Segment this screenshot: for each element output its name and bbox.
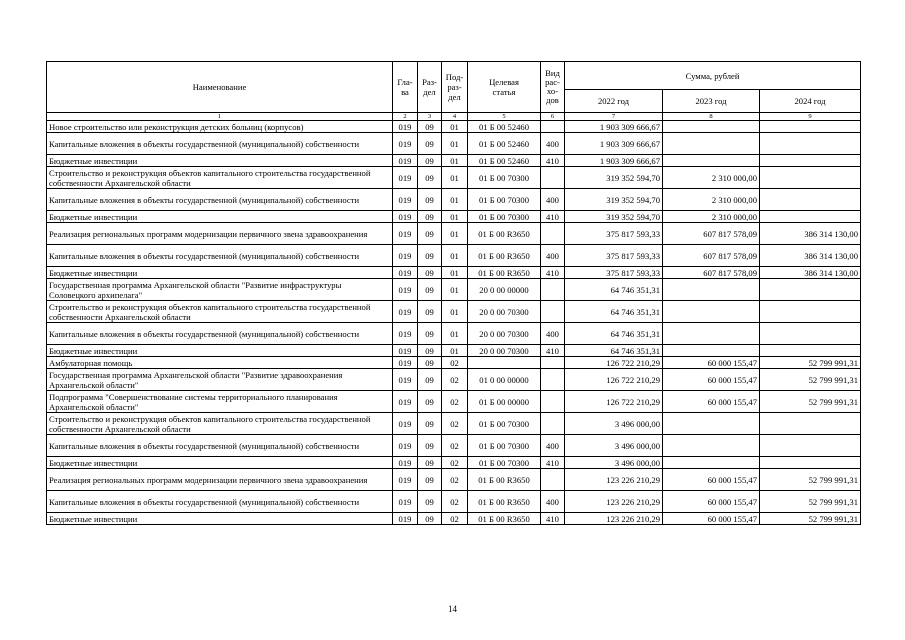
row-expense-type-cell	[541, 369, 565, 391]
header-chapter: Гла- ва	[393, 62, 418, 113]
row-subsection-cell: 02	[442, 469, 468, 491]
row-amount-2022-cell: 1 903 309 666,67	[565, 133, 663, 155]
header-expense-type: Вид рас- хо- дов	[541, 62, 565, 113]
row-chapter-cell: 019	[393, 155, 418, 167]
row-chapter-cell: 019	[393, 301, 418, 323]
table-row	[47, 345, 861, 357]
row-amount-2023-cell: 2 310 000,00	[663, 189, 760, 211]
row-chapter-cell: 019	[393, 167, 418, 189]
row-section-cell: 09	[418, 245, 442, 267]
row-amount-2024-cell: 386 314 130,00	[760, 267, 861, 279]
row-amount-2024-cell	[760, 323, 861, 345]
row-name-cell: Капитальные вложения в объекты государственной (муниципальной) собственности	[47, 435, 393, 457]
col-number: 3	[418, 113, 442, 121]
row-amount-2024-cell	[760, 167, 861, 189]
table-row	[47, 301, 861, 323]
table-row	[47, 469, 861, 491]
table-row	[47, 391, 861, 413]
row-chapter-cell: 019	[393, 323, 418, 345]
row-name-cell: Капитальные вложения в объекты государственной (муниципальной) собственности	[47, 189, 393, 211]
table-row	[47, 369, 861, 391]
row-subsection-cell: 01	[442, 155, 468, 167]
row-amount-2024-cell	[760, 345, 861, 357]
row-expense-type-cell	[541, 279, 565, 301]
row-amount-2023-cell: 60 000 155,47	[663, 513, 760, 525]
row-section-cell: 09	[418, 513, 442, 525]
row-name-cell: Государственная программа Архангельской области "Развитие инфраструктуры Соловецкого архипелага"	[47, 279, 393, 301]
header-year-2024: 2024 год	[760, 90, 861, 113]
row-chapter-cell: 019	[393, 245, 418, 267]
row-chapter-cell: 019	[393, 279, 418, 301]
table-row	[47, 223, 861, 245]
row-amount-2022-cell: 1 903 309 666,67	[565, 155, 663, 167]
row-amount-2022-cell: 64 746 351,31	[565, 279, 663, 301]
row-expense-type-cell: 400	[541, 133, 565, 155]
row-section-cell: 09	[418, 345, 442, 357]
row-expense-type-cell	[541, 167, 565, 189]
table-row	[47, 245, 861, 267]
row-name-cell: Бюджетные инвестиции	[47, 345, 393, 357]
row-section-cell: 09	[418, 469, 442, 491]
row-expense-type-cell: 410	[541, 211, 565, 223]
row-amount-2023-cell: 60 000 155,47	[663, 491, 760, 513]
row-section-cell: 09	[418, 223, 442, 245]
row-amount-2023-cell: 607 817 578,09	[663, 223, 760, 245]
row-name-cell: Амбулаторная помощь	[47, 357, 393, 369]
row-section-cell: 09	[418, 457, 442, 469]
row-target-cell: 01 Б 00 70300	[468, 435, 541, 457]
row-expense-type-cell	[541, 469, 565, 491]
row-target-cell: 01 Б 00 70300	[468, 211, 541, 223]
row-expense-type-cell: 410	[541, 345, 565, 357]
table-row	[47, 121, 861, 133]
table-row	[47, 279, 861, 301]
row-expense-type-cell: 400	[541, 435, 565, 457]
row-expense-type-cell: 400	[541, 323, 565, 345]
row-subsection-cell: 01	[442, 345, 468, 357]
row-target-cell: 01 Б 00 R3650	[468, 469, 541, 491]
row-amount-2024-cell: 52 799 991,31	[760, 369, 861, 391]
row-amount-2022-cell: 375 817 593,33	[565, 245, 663, 267]
row-target-cell: 01 Б 00 70300	[468, 413, 541, 435]
row-amount-2024-cell	[760, 189, 861, 211]
row-amount-2024-cell: 52 799 991,31	[760, 491, 861, 513]
col-number: 9	[760, 113, 861, 121]
row-amount-2024-cell: 386 314 130,00	[760, 245, 861, 267]
row-subsection-cell: 01	[442, 211, 468, 223]
col-number: 4	[442, 113, 468, 121]
row-expense-type-cell	[541, 357, 565, 369]
row-amount-2022-cell: 64 746 351,31	[565, 345, 663, 357]
row-section-cell: 09	[418, 301, 442, 323]
col-number: 1	[47, 113, 393, 121]
row-amount-2022-cell: 319 352 594,70	[565, 211, 663, 223]
row-amount-2022-cell: 64 746 351,31	[565, 323, 663, 345]
row-chapter-cell: 019	[393, 469, 418, 491]
row-subsection-cell: 02	[442, 413, 468, 435]
row-expense-type-cell: 400	[541, 491, 565, 513]
row-name-cell: Капитальные вложения в объекты государственной (муниципальной) собственности	[47, 323, 393, 345]
row-amount-2023-cell: 60 000 155,47	[663, 391, 760, 413]
row-section-cell: 09	[418, 369, 442, 391]
header-amount: Сумма, рублей	[565, 62, 861, 90]
row-subsection-cell: 01	[442, 323, 468, 345]
row-expense-type-cell	[541, 121, 565, 133]
row-subsection-cell: 02	[442, 491, 468, 513]
table-row	[47, 457, 861, 469]
row-amount-2023-cell: 60 000 155,47	[663, 469, 760, 491]
row-section-cell: 09	[418, 323, 442, 345]
col-number: 7	[565, 113, 663, 121]
row-amount-2023-cell	[663, 279, 760, 301]
row-amount-2024-cell	[760, 435, 861, 457]
row-amount-2023-cell	[663, 301, 760, 323]
row-amount-2022-cell: 126 722 210,29	[565, 391, 663, 413]
row-subsection-cell: 01	[442, 167, 468, 189]
col-number: 5	[468, 113, 541, 121]
row-section-cell: 09	[418, 121, 442, 133]
row-section-cell: 09	[418, 391, 442, 413]
row-amount-2023-cell	[663, 435, 760, 457]
row-target-cell	[468, 357, 541, 369]
row-target-cell: 20 0 00 00000	[468, 279, 541, 301]
row-target-cell: 01 Б 00 R3650	[468, 245, 541, 267]
row-chapter-cell: 019	[393, 121, 418, 133]
row-target-cell: 01 Б 00 52460	[468, 121, 541, 133]
row-subsection-cell: 01	[442, 301, 468, 323]
row-chapter-cell: 019	[393, 357, 418, 369]
row-subsection-cell: 02	[442, 435, 468, 457]
row-amount-2023-cell: 2 310 000,00	[663, 167, 760, 189]
row-subsection-cell: 02	[442, 357, 468, 369]
row-name-cell: Государственная программа Архангельской области "Развитие здравоохранения Архангельской области"	[47, 369, 393, 391]
row-target-cell: 01 Б 00 R3650	[468, 491, 541, 513]
row-expense-type-cell: 400	[541, 189, 565, 211]
row-section-cell: 09	[418, 435, 442, 457]
row-amount-2024-cell: 52 799 991,31	[760, 357, 861, 369]
row-subsection-cell: 01	[442, 267, 468, 279]
row-amount-2022-cell: 375 817 593,33	[565, 223, 663, 245]
row-chapter-cell: 019	[393, 345, 418, 357]
row-subsection-cell: 01	[442, 279, 468, 301]
row-name-cell: Строительство и реконструкция объектов капитального строительства государственной собственности Архангельской области	[47, 301, 393, 323]
table-row	[47, 267, 861, 279]
row-amount-2022-cell: 319 352 594,70	[565, 167, 663, 189]
row-amount-2024-cell: 386 314 130,00	[760, 223, 861, 245]
row-expense-type-cell	[541, 223, 565, 245]
row-section-cell: 09	[418, 279, 442, 301]
row-amount-2022-cell: 123 226 210,29	[565, 491, 663, 513]
row-chapter-cell: 019	[393, 133, 418, 155]
row-amount-2023-cell	[663, 345, 760, 357]
row-name-cell: Реализация региональных программ модернизации первичного звена здравоохранения	[47, 223, 393, 245]
row-amount-2023-cell	[663, 155, 760, 167]
row-amount-2022-cell: 319 352 594,70	[565, 189, 663, 211]
row-amount-2023-cell	[663, 413, 760, 435]
row-section-cell: 09	[418, 211, 442, 223]
row-name-cell: Подпрограмма "Совершенствование системы территориального планирования Архангельской области"	[47, 391, 393, 413]
row-chapter-cell: 019	[393, 391, 418, 413]
header-year-2023: 2023 год	[663, 90, 760, 113]
row-section-cell: 09	[418, 357, 442, 369]
row-amount-2024-cell: 52 799 991,31	[760, 513, 861, 525]
row-amount-2024-cell: 52 799 991,31	[760, 391, 861, 413]
table-body	[47, 121, 861, 525]
header-subsection: Под- раз- дел	[442, 62, 468, 113]
row-chapter-cell: 019	[393, 267, 418, 279]
row-name-cell: Бюджетные инвестиции	[47, 513, 393, 525]
row-expense-type-cell	[541, 391, 565, 413]
row-amount-2022-cell: 123 226 210,29	[565, 469, 663, 491]
row-expense-type-cell: 410	[541, 267, 565, 279]
col-number: 8	[663, 113, 760, 121]
row-target-cell: 01 Б 00 52460	[468, 155, 541, 167]
row-subsection-cell: 01	[442, 121, 468, 133]
row-section-cell: 09	[418, 267, 442, 279]
row-amount-2022-cell: 126 722 210,29	[565, 369, 663, 391]
row-section-cell: 09	[418, 189, 442, 211]
table-row	[47, 155, 861, 167]
row-chapter-cell: 019	[393, 223, 418, 245]
row-amount-2024-cell	[760, 133, 861, 155]
row-amount-2024-cell	[760, 301, 861, 323]
row-chapter-cell: 019	[393, 457, 418, 469]
row-name-cell: Бюджетные инвестиции	[47, 155, 393, 167]
row-chapter-cell: 019	[393, 513, 418, 525]
row-target-cell: 01 Б 00 70300	[468, 167, 541, 189]
header-section: Раз- дел	[418, 62, 442, 113]
row-name-cell: Капитальные вложения в объекты государственной (муниципальной) собственности	[47, 133, 393, 155]
row-chapter-cell: 019	[393, 211, 418, 223]
row-amount-2024-cell: 52 799 991,31	[760, 469, 861, 491]
row-name-cell: Бюджетные инвестиции	[47, 267, 393, 279]
row-chapter-cell: 019	[393, 413, 418, 435]
row-target-cell: 01 Б 00 70300	[468, 457, 541, 469]
row-amount-2023-cell: 2 310 000,00	[663, 211, 760, 223]
column-number-row	[47, 113, 861, 121]
row-target-cell: 01 Б 00 R3650	[468, 267, 541, 279]
row-amount-2022-cell: 126 722 210,29	[565, 357, 663, 369]
row-amount-2024-cell	[760, 121, 861, 133]
row-amount-2023-cell	[663, 133, 760, 155]
row-expense-type-cell: 410	[541, 457, 565, 469]
row-amount-2023-cell	[663, 323, 760, 345]
row-amount-2022-cell: 3 496 000,00	[565, 435, 663, 457]
row-name-cell: Новое строительство или реконструкция детских больниц (корпусов)	[47, 121, 393, 133]
row-amount-2023-cell: 60 000 155,47	[663, 369, 760, 391]
table-row	[47, 513, 861, 525]
row-expense-type-cell: 410	[541, 155, 565, 167]
row-target-cell: 01 Б 00 00000	[468, 391, 541, 413]
row-expense-type-cell	[541, 413, 565, 435]
row-target-cell: 01 0 00 00000	[468, 369, 541, 391]
row-section-cell: 09	[418, 133, 442, 155]
row-amount-2024-cell	[760, 279, 861, 301]
row-target-cell: 01 Б 00 R3650	[468, 223, 541, 245]
row-amount-2022-cell: 1 903 309 666,67	[565, 121, 663, 133]
row-amount-2024-cell	[760, 413, 861, 435]
table-row	[47, 435, 861, 457]
row-amount-2022-cell: 123 226 210,29	[565, 513, 663, 525]
row-subsection-cell: 02	[442, 457, 468, 469]
row-amount-2023-cell: 60 000 155,47	[663, 357, 760, 369]
row-subsection-cell: 01	[442, 223, 468, 245]
row-amount-2022-cell: 375 817 593,33	[565, 267, 663, 279]
table-row	[47, 211, 861, 223]
row-name-cell: Капитальные вложения в объекты государственной (муниципальной) собственности	[47, 491, 393, 513]
budget-table	[46, 61, 861, 525]
row-target-cell: 01 Б 00 R3650	[468, 513, 541, 525]
row-amount-2023-cell	[663, 121, 760, 133]
row-subsection-cell: 02	[442, 369, 468, 391]
row-amount-2023-cell: 607 817 578,09	[663, 267, 760, 279]
table-row	[47, 491, 861, 513]
row-expense-type-cell: 410	[541, 513, 565, 525]
row-target-cell: 01 Б 00 70300	[468, 189, 541, 211]
row-subsection-cell: 02	[442, 513, 468, 525]
row-subsection-cell: 01	[442, 133, 468, 155]
row-amount-2024-cell	[760, 211, 861, 223]
header-target: Целевая статья	[468, 62, 541, 113]
table-row	[47, 357, 861, 369]
page-number: 14	[448, 604, 457, 614]
row-section-cell: 09	[418, 155, 442, 167]
row-expense-type-cell	[541, 301, 565, 323]
row-name-cell: Бюджетные инвестиции	[47, 211, 393, 223]
row-section-cell: 09	[418, 413, 442, 435]
table-row	[47, 323, 861, 345]
row-subsection-cell: 01	[442, 189, 468, 211]
row-amount-2023-cell	[663, 457, 760, 469]
row-target-cell: 01 Б 00 52460	[468, 133, 541, 155]
row-name-cell: Бюджетные инвестиции	[47, 457, 393, 469]
table-row	[47, 167, 861, 189]
header-year-2022: 2022 год	[565, 90, 663, 113]
row-name-cell: Строительство и реконструкция объектов капитального строительства государственной собственности Архангельской области	[47, 167, 393, 189]
row-name-cell: Реализация региональных программ модернизации первичного звена здравоохранения	[47, 469, 393, 491]
table-row	[47, 413, 861, 435]
col-number: 6	[541, 113, 565, 121]
row-target-cell: 20 0 00 70300	[468, 345, 541, 357]
header-name: Наименование	[47, 62, 393, 113]
table-row	[47, 189, 861, 211]
col-number: 2	[393, 113, 418, 121]
row-chapter-cell: 019	[393, 435, 418, 457]
table-row	[47, 133, 861, 155]
row-section-cell: 09	[418, 167, 442, 189]
row-amount-2022-cell: 3 496 000,00	[565, 457, 663, 469]
row-section-cell: 09	[418, 491, 442, 513]
row-amount-2023-cell: 607 817 578,09	[663, 245, 760, 267]
row-name-cell: Капитальные вложения в объекты государственной (муниципальной) собственности	[47, 245, 393, 267]
header-row	[47, 62, 861, 90]
row-expense-type-cell: 400	[541, 245, 565, 267]
row-name-cell: Строительство и реконструкция объектов капитального строительства государственной собственности Архангельской области	[47, 413, 393, 435]
row-chapter-cell: 019	[393, 189, 418, 211]
row-amount-2022-cell: 3 496 000,00	[565, 413, 663, 435]
row-amount-2024-cell	[760, 457, 861, 469]
row-chapter-cell: 019	[393, 369, 418, 391]
row-amount-2024-cell	[760, 155, 861, 167]
row-target-cell: 20 0 00 70300	[468, 301, 541, 323]
row-subsection-cell: 02	[442, 391, 468, 413]
row-subsection-cell: 01	[442, 245, 468, 267]
row-chapter-cell: 019	[393, 491, 418, 513]
row-target-cell: 20 0 00 70300	[468, 323, 541, 345]
row-amount-2022-cell: 64 746 351,31	[565, 301, 663, 323]
